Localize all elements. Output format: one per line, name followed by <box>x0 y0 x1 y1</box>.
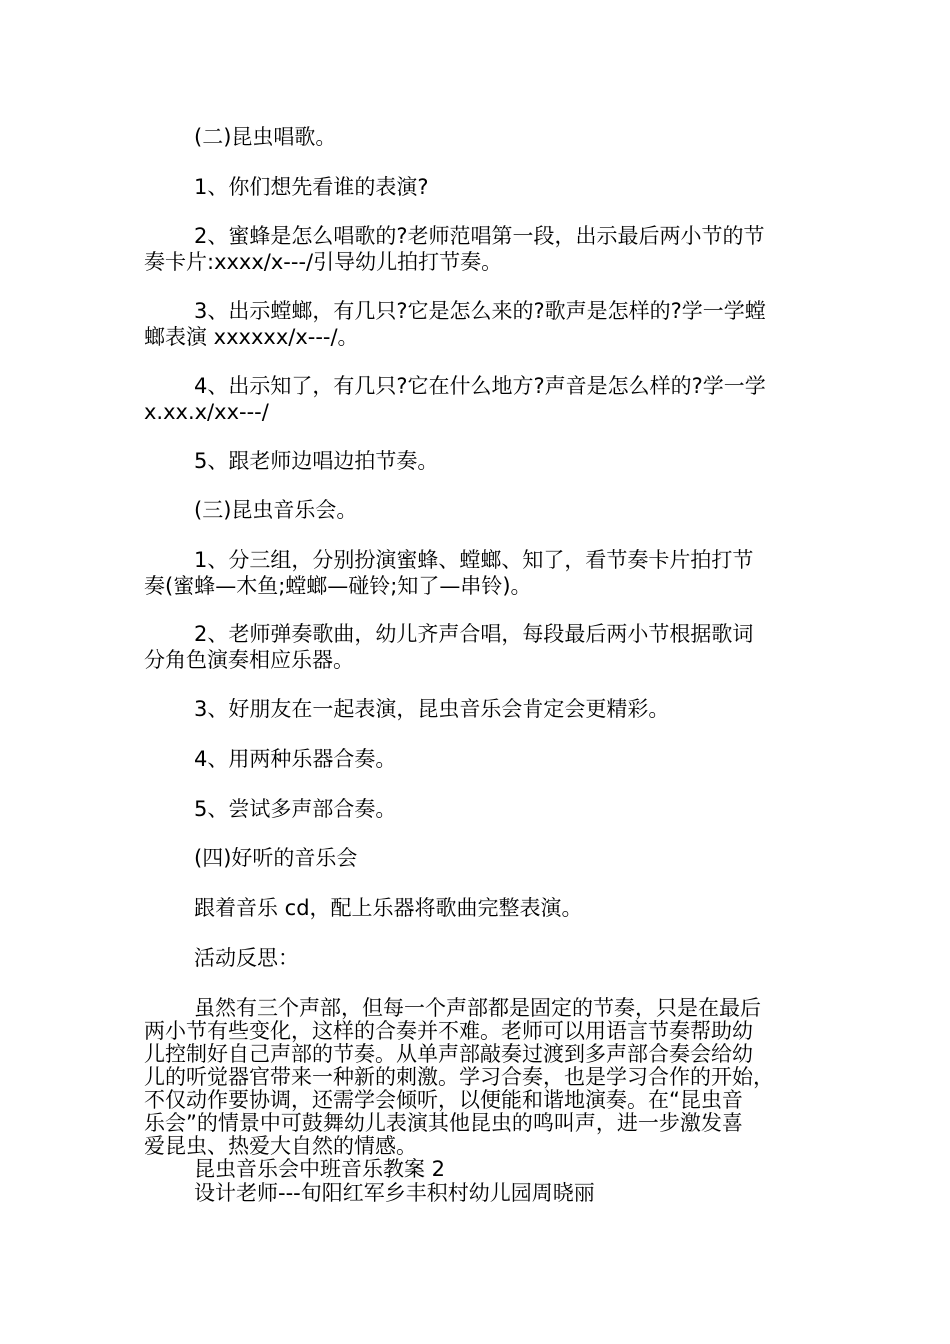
text-line: 分角色演奏相应乐器。 <box>144 648 354 672</box>
text-line: 昆虫音乐会中班音乐教案 2 <box>194 1157 446 1181</box>
section-heading-3 <box>144 497 814 523</box>
reflection-heading <box>144 945 814 971</box>
text-line: 3、好朋友在一起表演，昆虫音乐会肯定会更精彩。 <box>194 697 670 721</box>
text-line: 4、用两种乐器合奏。 <box>194 747 397 771</box>
text-line: 奏(蜜蜂—木鱼;螳螂—碰铃;知了—串铃)。 <box>144 574 532 598</box>
section-heading-4 <box>144 845 814 871</box>
paragraph-performance <box>144 895 814 921</box>
text-line: 设计老师---旬阳红军乡丰积村幼儿园周晓丽 <box>194 1181 595 1205</box>
paragraph-item-3b <box>144 696 814 722</box>
paragraph-item-5 <box>144 448 814 474</box>
text-line: 儿控制好自己声部的节奏。从单声部敲奏过渡到多声部合奏会给幼 <box>144 1042 753 1066</box>
text-line: 爱昆虫、热爱大自然的情感。 <box>144 1134 417 1158</box>
text-line: 活动反思： <box>194 946 299 970</box>
text-line: (四)好听的音乐会 <box>194 846 358 870</box>
text-line: 5、尝试多声部合奏。 <box>194 797 397 821</box>
text-line: 不仅动作要协调，还需学会倾听，以便能和谐地演奏。在“昆虫音 <box>144 1088 743 1112</box>
text-line: 虽然有三个声部，但每一个声部都是固定的节奏，只是在最后 <box>194 996 761 1020</box>
text-line: 儿的听觉器官带来一种新的刺激。学习合奏，也是学习合作的开始， <box>144 1065 774 1089</box>
text-line: 1、分三组，分别扮演蜜蜂、螳螂、知了，看节奏卡片拍打节 <box>194 548 754 572</box>
paragraph-item-4 <box>144 373 814 425</box>
text-line: 跟着音乐 cd，配上乐器将歌曲完整表演。 <box>194 896 583 920</box>
section-heading-2 <box>144 124 814 150</box>
text-line: 3、出示螳螂，有几只?它是怎么来的?歌声是怎样的?学一学螳 <box>194 299 766 323</box>
paragraph-item-1b <box>144 547 814 599</box>
paragraph-item-3 <box>144 298 814 350</box>
paragraph-item-1 <box>144 174 814 200</box>
text-line: 2、老师弹奏歌曲，幼儿齐声合唱，每段最后两小节根据歌词 <box>194 622 754 646</box>
reflection-paragraph <box>144 997 814 1158</box>
text-line: x.xx.x/xx---/ <box>144 400 269 424</box>
text-line: (二)昆虫唱歌。 <box>194 125 337 149</box>
text-line: 2、蜜蜂是怎么唱歌的?老师范唱第一段，出示最后两小节的节 <box>194 224 765 248</box>
text-line: 螂表演 xxxxxx/x---/。 <box>144 325 359 349</box>
paragraph-item-4b <box>144 746 814 772</box>
designer-credit <box>144 1182 814 1205</box>
paragraph-item-2 <box>144 223 814 275</box>
text-line: 奏卡片:xxxx/x---/引导幼儿拍打节奏。 <box>144 250 503 274</box>
paragraph-item-2b <box>144 621 814 673</box>
text-line: 乐会”的情景中可鼓舞幼儿表演其他昆虫的鸣叫声，进一步激发喜 <box>144 1111 743 1135</box>
paragraph-item-5b <box>144 796 814 822</box>
text-line: 两小节有些变化，这样的合奏并不难。老师可以用语言节奏帮助幼 <box>144 1019 753 1043</box>
text-line: (三)昆虫音乐会。 <box>194 498 358 522</box>
lesson-title <box>144 1158 814 1181</box>
text-line: 1、你们想先看谁的表演? <box>194 175 429 199</box>
text-line: 4、出示知了，有几只?它在什么地方?声音是怎么样的?学一学 <box>194 374 766 398</box>
text-line: 5、跟老师边唱边拍节奏。 <box>194 449 439 473</box>
